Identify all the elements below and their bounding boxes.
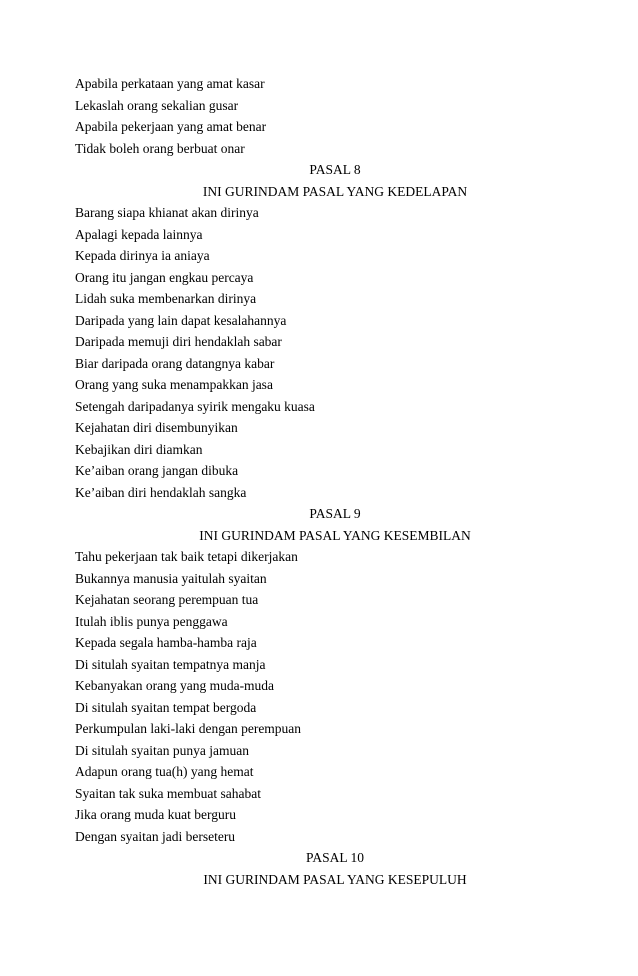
verse-line: Kepada segala hamba-hamba raja bbox=[75, 635, 257, 650]
verse-line: Apalagi kepada lainnya bbox=[75, 226, 203, 242]
verse-line: Setengah daripadanya syirik mengaku kuasa bbox=[75, 398, 315, 414]
verse-line: Adapun orang tua(h) yang hemat bbox=[75, 764, 254, 779]
verse-line: Jika orang muda kuat berguru bbox=[75, 807, 236, 822]
verse-line: Lidah suka membenarkan dirinya bbox=[75, 291, 257, 306]
verse-line: Bukannya manusia yaitulah syaitan bbox=[75, 570, 267, 586]
verse-line: Lekaslah orang sekalian gusar bbox=[75, 97, 239, 113]
pasal-10-subheading: INI GURINDAM PASAL YANG KESEPULUH bbox=[203, 871, 467, 887]
verse-line: Orang itu jangan engkau percaya bbox=[75, 269, 254, 285]
verse-line: Di situlah syaitan tempat bergoda bbox=[75, 699, 257, 715]
verse-line: Apabila pekerjaan yang amat benar bbox=[75, 119, 267, 134]
verse-line: Tidak boleh orang berbuat onar bbox=[75, 140, 245, 156]
verse-line: Di situlah syaitan tempatnya manja bbox=[75, 656, 266, 672]
verse-line: Ke’aiban diri hendaklah sangka bbox=[75, 484, 247, 500]
verse-line: Dengan syaitan jadi berseteru bbox=[75, 828, 236, 844]
verse-line: Perkumpulan laki-laki dengan perempuan bbox=[75, 721, 302, 736]
verse-line: Kepada dirinya ia aniaya bbox=[75, 248, 210, 263]
verse-line: Kebanyakan orang yang muda-muda bbox=[75, 678, 275, 693]
pasal-8-subheading: INI GURINDAM PASAL YANG KEDELAPAN bbox=[202, 183, 468, 199]
pasal-10-heading: PASAL 10 bbox=[306, 850, 364, 865]
verse-line: Daripada memuji diri hendaklah sabar bbox=[75, 334, 282, 349]
verse-line: Orang yang suka menampakkan jasa bbox=[75, 377, 273, 392]
verse-line: Kejahatan seorang perempuan tua bbox=[75, 592, 259, 607]
verse-line: Syaitan tak suka membuat sahabat bbox=[75, 785, 261, 801]
pasal-8-heading: PASAL 8 bbox=[309, 162, 361, 177]
verse-line: Tahu pekerjaan tak baik tetapi dikerjakan bbox=[75, 549, 298, 564]
verse-line: Barang siapa khianat akan dirinya bbox=[75, 205, 259, 220]
verse-line: Biar daripada orang datangnya kabar bbox=[75, 355, 275, 371]
document-body bbox=[75, 73, 585, 890]
verse-line: Apabila perkataan yang amat kasar bbox=[75, 76, 265, 91]
verse-line: Di situlah syaitan punya jamuan bbox=[75, 742, 249, 758]
pasal-9-subheading: INI GURINDAM PASAL YANG KESEMBILAN bbox=[199, 527, 471, 543]
verse-line: Kejahatan diri disembunyikan bbox=[75, 420, 238, 435]
verse-line: Ke’aiban orang jangan dibuka bbox=[75, 463, 239, 478]
verse-line: Kebajikan diri diamkan bbox=[75, 441, 203, 457]
pasal-9-heading: PASAL 9 bbox=[309, 506, 361, 521]
verse-line: Itulah iblis punya penggawa bbox=[75, 613, 228, 629]
verse-line: Daripada yang lain dapat kesalahannya bbox=[75, 312, 287, 328]
